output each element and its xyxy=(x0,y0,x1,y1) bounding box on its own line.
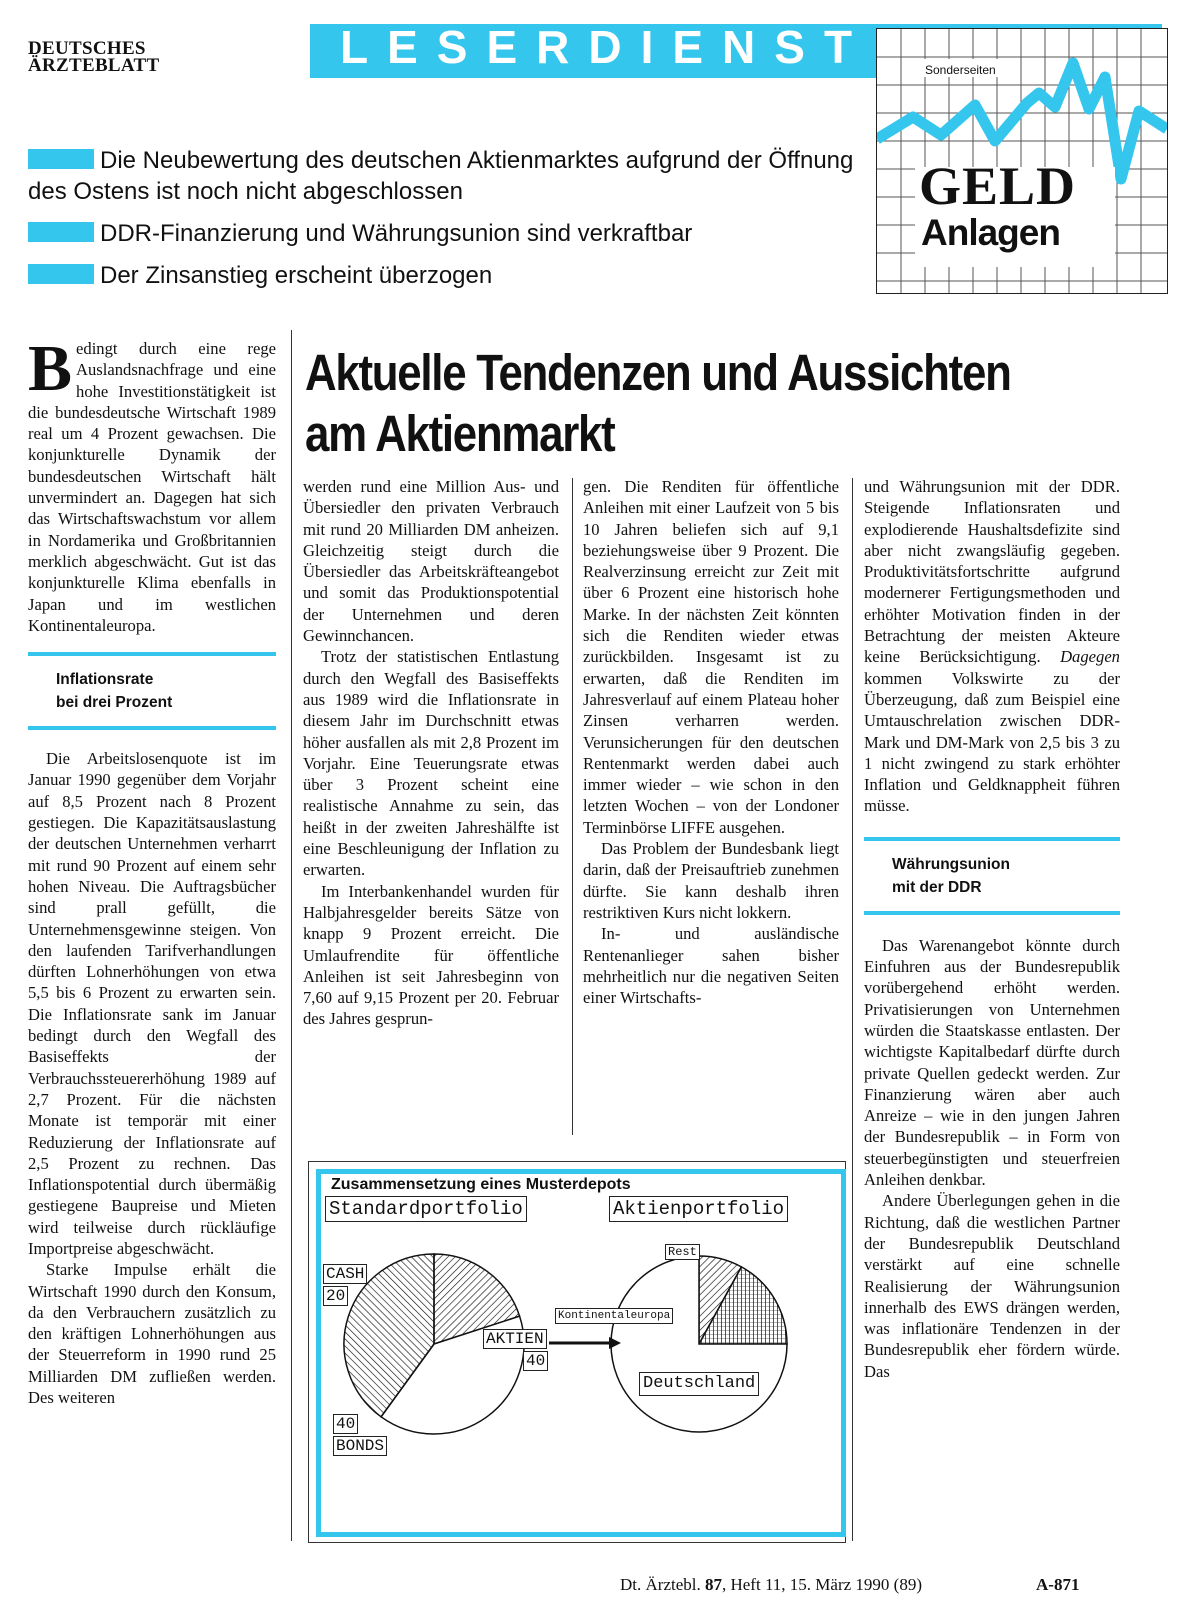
standardportfolio-title: Standardportfolio xyxy=(325,1196,527,1222)
page-citation: Dt. Ärztebl. 87, Heft 11, 15. März 1990 (89) xyxy=(620,1575,922,1594)
article-paragraph: Starke Impulse erhält die Wirtschaft 1990 durch den Konsum, da den Verbrauchern zusätzlich zu den kräftigen Lohnerhöhungen aus der Steuerreform in 1990 rund 25 Milliarden DM zufließen werden. Des weiteren xyxy=(28,1260,276,1408)
summary-bullet: DDR-Finanzierung und Währungsunion sind verkraftbar xyxy=(28,218,858,249)
summary-bullets xyxy=(28,145,858,302)
label-rest: Rest xyxy=(665,1244,700,1260)
geld-anlagen-logo xyxy=(876,28,1168,294)
article-paragraph: Trotz der statistischen Entlastung durch den Wegfall des Basiseffekts aus 1989 wird die Inflationsrate in diesem Jahr im Durchschnitt etwas höher ausfallen als mit 2,8 Prozent im Vorjahr. Eine Teuerungsrate etwas über 3 Prozent scheint eine realistische Annahme zu sein, das heißt in der zweiten Jahreshälfte ist eine Beschleunigung der Inflation zu erwarten. xyxy=(303,647,559,880)
portfolio-figure xyxy=(308,1161,846,1543)
article-paragraph: Im Interbankenhandel wurden für Halbjahresgelder bereits Sätze von knapp 9 Prozent erreicht. Die Umlaufrendite für öffentliche Anleihen ist seit Jahresbeginn von 7,60 auf 9,15 Prozent per 20. Februar des Jahres gesprun- xyxy=(303,881,559,1029)
article-column-3 xyxy=(583,476,839,1008)
page-number: A-871 xyxy=(1036,1575,1080,1594)
drop-cap: B xyxy=(28,332,73,405)
subheading-box xyxy=(28,652,276,730)
column-divider xyxy=(852,478,853,1541)
article-column-1 xyxy=(28,332,276,1408)
label-aktien: AKTIEN xyxy=(483,1329,547,1349)
article-paragraph: Andere Überlegungen gehen in die Richtung, daß die westlichen Partner der Bundesrepublik Deutschland verstärkt auf eine schnelle Realisierung der Währungsunion innerhalb des EWS drängen werden, was inflationäre Tendenzen in der Bundesrepublik eher fördern würde. Das xyxy=(864,1191,1120,1381)
article-paragraph: Das Problem der Bundesbank liegt darin, daß der Preisauftrieb zunehmen dürfte. Sie kann deshalb ihren restriktiven Kurs nicht lokkern. xyxy=(583,839,839,922)
article-paragraph: werden rund eine Million Aus- und Übersiedler den privaten Verbrauch mit rund 20 Milliarden DM anheizen. Gleichzeitig steigt durch die Übersiedler das Arbeitskräfteangebot und somit das Produktionspotential der Unternehmen und deren Gewinnchancen. xyxy=(303,477,559,646)
masthead-line1: DEUTSCHES xyxy=(28,38,146,59)
summary-bullet: Die Neubewertung des deutschen Aktienmarktes aufgrund der Öffnung des Ostens ist noch nicht abgeschlossen xyxy=(28,147,854,205)
article-paragraph: Bedingt durch eine rege Auslandsnachfrage und eine hohe Investitionstätigkeit ist die bundesdeutsche Wirtschaft 1989 real um 4 Prozent gewachsen. Die konjunkturelle Dynamik der bundesdeutschen Wirtschaft hält unvermindert an. Dagegen hat sich das Wirtschaftswachstum vor allem in Nordamerika und Großbritannien merklich abgeschwächt. Gut ist das konjunkturelle Klima ebenfalls in Japan und im westlichen Kontinentaleuropa. xyxy=(28,332,276,635)
label-bonds: BONDS xyxy=(333,1436,387,1456)
article-paragraph: und Währungsunion mit der DDR. Steigende Inflationsraten und explodierende Haushaltsdefizite sind aber nicht zwangsläufig gegeben. Produktivitätsfortschritte aufgrund modernerer Fertigungsmethoden und erhöhter Motivation finden in der Betrachtung der meisten Akteure keine Berücksichtigung. Dagegen kommen Volkswirte zu der Überzeugung, daß zum Beispiel eine Umtauschrelation zwischen DDR-Mark und DM-Mark von 2,5 bis 3 zu 1 nicht zwingend zu stark erhöhter Inflation und Geldknappheit führen müsse. xyxy=(864,477,1120,816)
article-column-4 xyxy=(864,476,1120,1382)
column-divider xyxy=(572,478,573,1135)
pie-aktienportfolio xyxy=(611,1256,787,1432)
label-aktien-value: 40 xyxy=(523,1351,548,1371)
column-divider xyxy=(291,330,292,1541)
article-paragraph: In- und ausländische Rentenanlieger sahen bisher mehrheitlich nur die negativen Seiten einer Wirtschafts- xyxy=(583,924,839,1008)
label-bonds-value: 40 xyxy=(333,1414,358,1434)
masthead xyxy=(28,40,159,74)
logo-title-anlagen: Anlagen xyxy=(921,212,1060,253)
figure-title: Zusammensetzung eines Musterdepots xyxy=(331,1176,631,1193)
label-deutschland: Deutschland xyxy=(639,1372,759,1396)
article-paragraph: gen. Die Renditen für öffentliche Anleihen mit einer Laufzeit von 5 bis 10 Jahren beliefen sich auf 9,1 beziehungsweise über 9 Prozent. Die Realverzinsung erreicht zur Zeit mit über 6 Prozent eine historisch hohe Marke. In der nächsten Zeit könnten sich die Renditen wieder etwas zurückbilden. Insgesamt ist zu erwarten, daß die Renditen im Jahresverlauf auf einem Plateau hoher Zinsen verharren werden. Verunsicherungen für den deutschen Rentenmarkt werden dabei auch immer wieder – wie schon in den letzten Wochen – von der Londoner Terminbörse LIFFE ausgehen. xyxy=(583,477,839,837)
label-cash-value: 20 xyxy=(323,1286,348,1306)
logo-label: Sonderseiten xyxy=(925,63,996,77)
aktienportfolio-title: Aktienportfolio xyxy=(609,1196,788,1222)
bullet-marker-icon xyxy=(28,222,94,242)
article-paragraph: Das Warenangebot könnte durch Einfuhren aus der Bundesrepublik vorübergehend erhöht werden. Privatisierungen von Unternehmen würden die Staatskasse entlasten. Der wichtigste Kapitalbedarf dürfte durch private Quellen gedeckt werden. Zur Finanzierung wären aber auch Anreize – wie in den jungen Jahren der Bundesrepublik – in Form von steuerbegünstigten und steuerfreien Anleihen denkbar. xyxy=(864,935,1120,1190)
subheading-box xyxy=(864,837,1120,915)
subheading: Währungsunion mit der DDR xyxy=(892,855,1010,896)
bullet-marker-icon xyxy=(28,149,94,169)
article-headline: Aktuelle Tendenzen und Aussichten am Aktienmarkt xyxy=(305,344,1011,462)
label-kontinentaleuropa: Kontinentaleuropa xyxy=(555,1308,673,1324)
bullet-marker-icon xyxy=(28,264,94,284)
summary-bullet: Der Zinsanstieg erscheint überzogen xyxy=(28,260,858,291)
label-cash: CASH xyxy=(323,1264,367,1284)
article-column-2 xyxy=(303,476,559,1030)
masthead-line2: ÄRZTEBLATT xyxy=(28,55,160,76)
section-banner-title: LESERDIENST xyxy=(340,21,872,73)
subheading: Inflationsrate bei drei Prozent xyxy=(56,671,173,712)
article-paragraph: Die Arbeitslosenquote ist im Januar 1990 gegenüber dem Vorjahr auf 8,5 Prozent nach 8 Prozent gestiegen. Die Kapazitätsauslastung der deutschen Unternehmen verharrt mit rund 90 Prozent auf einem sehr hohen Niveau. Die Auftragsbücher sind prall gefüllt, die Unternehmensgewinne steigen. Von den laufenden Tarifverhandlungen dürften Lohnerhöhungen von etwa 5,5 bis 6 Prozent zu erwarten sein. Die Inflationsrate sank im Januar bedingt durch den Wegfall des Basiseffekts der Verbrauchssteuererhöhung 1989 auf 2,7 Prozent. Für die nächsten Monate ist temporär mit einer Reduzierung der Inflationsrate auf 2,5 Prozent zu rechnen. Das Inflationspotential durch übermäßig gestiegene Baupreise und Mieten wird teilweise durch rückläufige Importpreise abgeschwächt. xyxy=(28,749,276,1258)
logo-title-geld: GELD xyxy=(919,156,1077,216)
